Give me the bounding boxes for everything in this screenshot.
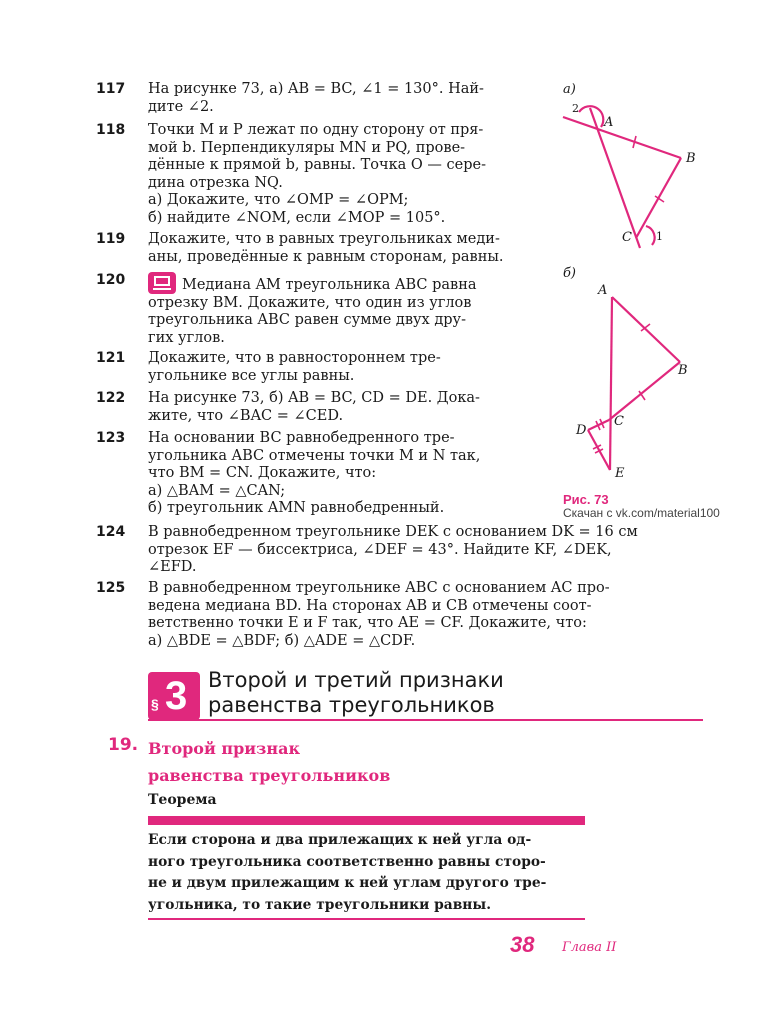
tick-de-2 [595,449,603,453]
tick-de-1 [593,445,601,449]
tick-ab [633,136,636,148]
tick-bc [655,196,664,202]
problem-number: 124 [96,524,126,540]
line-ac [590,108,640,248]
problem-text: В равнобедренном треугольнике DEK с основанием DK = 16 см отрезок EF — биссектриса, ∠DEF = 43°. Найдите KF, ∠DEK, ∠EFD. [148,524,638,575]
line-ab-b [612,297,680,362]
subsection-number: 19. [108,735,139,755]
problem-text: Докажите, что в равных треугольниках меди- аны, проведённые к равным сторонам, равны. [148,231,504,265]
chapter-label: Глава II [562,940,617,955]
problem-text: На рисунке 73, б) AB = BC, CD = DE. Дока- жите, что ∠BAC = ∠CED. [148,390,480,424]
figure-b-label: б) [563,266,577,281]
section-divider [148,719,703,721]
tick-bc-b [639,391,645,400]
angle-1-label: 1 [656,230,663,243]
section-title: Второй и третий признаки равенства треугольников [208,668,504,717]
line-ae [610,297,612,470]
problem-text: Медиана AM треугольника ABC равна отрезку BM. Докажите, что один из углов треугольника ABC равен сумме двух дру- гих углов. [148,272,477,347]
watermark: Скачан с vk.com/material100 [563,506,720,520]
problem-number: 120 [96,272,126,288]
theorem-bottom-rule [148,918,585,920]
figure-caption: Рис. 73 [563,492,609,507]
point-b-label-b: B [678,363,688,378]
section-badge [148,672,200,720]
problem-number: 117 [96,81,126,97]
point-c-label: C [622,230,632,245]
tick-dc-2 [600,419,604,428]
angle-2-label: 2 [572,102,579,115]
point-a-label: A [604,115,614,130]
section-symbol: § [151,696,159,712]
line-bc-b [609,362,680,420]
section-number: 3 [165,674,188,718]
line-de [588,430,610,470]
computer-icon [148,272,176,294]
theorem-text: Если сторона и два прилежащих к ней угла од- ного треугольника соответственно равны сторо- не и двум прилежащим к ней углам другого тре- угольника, то такие треугольники равны. [148,832,547,913]
problem-text: Докажите, что в равностороннем тре- угольнике все углы равны. [148,350,441,384]
problem-number: 121 [96,350,126,366]
line-bc [636,158,681,238]
problem-text: На основании BC равнобедренного тре- угольника ABC отмечены точки M и N так, что BM = CN. Докажите, что: а) △BAM = △CAN; б) треугольник AMN равнобедренный. [148,430,481,516]
theorem-label: Теорема [148,792,217,808]
problem-number: 123 [96,430,126,446]
figure-a-label: а) [563,82,576,97]
point-c-label-b: C [614,414,624,429]
theorem-bar [148,816,585,825]
angle-2-arc [579,106,603,127]
point-e-label-b: E [615,466,625,481]
point-b-label: B [686,151,696,166]
tick-ab-b [641,324,650,331]
point-d-label-b: D [576,423,587,438]
tick-dc-1 [596,421,600,430]
point-a-label-b: A [598,283,608,298]
line-ab [563,117,681,158]
subsection-title: Второй признак равенства треугольников [148,739,391,785]
problem-number: 118 [96,122,126,138]
problem-text: Точки M и P лежат по одну сторону от пря- мой b. Перпендикуляры MN и PQ, прове- дённые к прямой b, равны. Точка O — сере- дина отрезка NQ. а) Докажите, что ∠OMP = ∠OPM; б) найдите ∠NOM, если ∠MOP = 105°. [148,122,487,226]
problem-number: 122 [96,390,126,406]
problem-number: 125 [96,580,126,596]
problem-number: 119 [96,231,126,247]
page-number: 38 [510,932,535,957]
problem-text: В равнобедренном треугольнике ABC с основанием AC про- ведена медиана BD. На сторонах AB и CB отмечены соот- ветственно точки E и F так, что AE = CF. Докажите, что: а) △BDE = △BDF; б) △ADE = △CDF. [148,580,610,649]
angle-1-arc [646,226,655,245]
line-dc [588,420,609,430]
problem-text: На рисунке 73, а) AB = BC, ∠1 = 130°. Най- дите ∠2. [148,81,484,115]
